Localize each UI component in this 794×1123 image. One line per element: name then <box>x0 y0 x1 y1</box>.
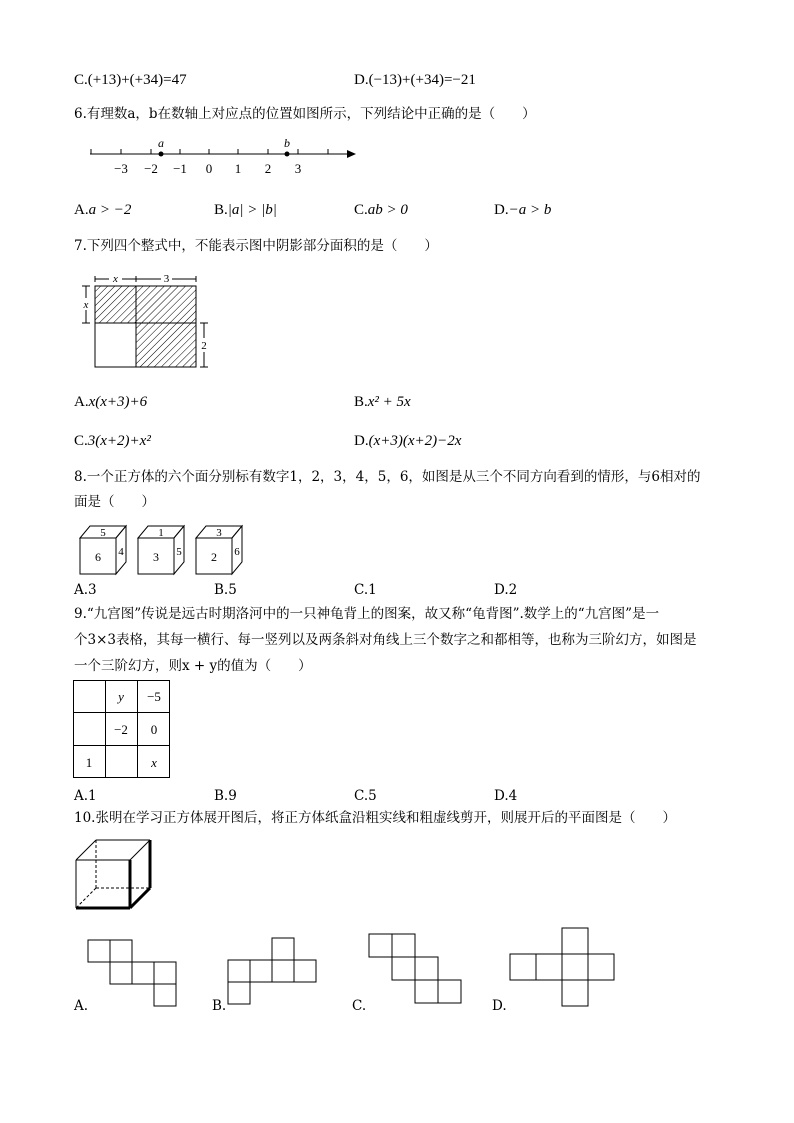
q5-option-c-label: C. <box>74 72 88 88</box>
cube1-side: 4 <box>118 546 124 558</box>
q10-net-b <box>226 936 322 1008</box>
q9-stem-line2: 个3×3表格，其每一横行、每一竖列以及两条斜对角线上三个数字之和都相等，也称为三阶幻方，如图是 <box>74 632 697 648</box>
option-label: A. <box>74 394 89 410</box>
q9-magic-square <box>73 680 173 780</box>
q7-option-d <box>354 431 461 451</box>
option-label: D. <box>354 433 369 449</box>
cube2-front: 3 <box>153 550 159 564</box>
point-a-label: a <box>158 136 164 150</box>
tick-label: −3 <box>114 161 128 176</box>
q10-option-d: D. <box>492 998 507 1014</box>
point-b <box>285 152 290 157</box>
option-label: C. <box>354 202 368 218</box>
option-label: B. <box>214 202 228 218</box>
cube-view-1 <box>80 526 126 574</box>
grid-cell: y <box>118 689 124 704</box>
q6-stem: 6.有理数a，b在数轴上对应点的位置如图所示，下列结论中正确的是（ ） <box>74 106 536 122</box>
cube3-front: 2 <box>211 550 217 564</box>
grid-cell: −5 <box>147 689 161 704</box>
q8-stem-line1: 8.一个正方体的六个面分别标有数字1，2，3，4，5，6，如图是从三个不同方向看到的情形，与6相对的 <box>74 469 701 485</box>
q5-option-c-expr: (+13)+(+34)=47 <box>87 72 187 88</box>
option-expr: (x+3)(x+2)−2x <box>368 433 462 449</box>
option-expr: ab > 0 <box>367 202 408 218</box>
q10-stem: 10.张明在学习正方体展开图后，将正方体纸盒沿粗实线和粗虚线剪开，则展开后的平面图是（ ） <box>74 810 676 826</box>
q10-cube-figure <box>72 836 158 914</box>
q5-option-d-label: D. <box>354 72 369 88</box>
option-expr: x² + 5x <box>367 394 411 410</box>
option-label: D. <box>494 202 509 218</box>
q9-stem-line3: 一个三阶幻方，则x + y的值为（ ） <box>74 658 312 674</box>
q8-option-b: B.5 <box>214 582 237 598</box>
q9-stem-line1: 9.“九宫图”传说是远古时期洛河中的一只神龟背上的图案，故又称“龟背图”.数学上的“九宫图”是一 <box>74 606 660 622</box>
grid-cell: 0 <box>150 722 158 737</box>
q6-option-d <box>494 200 551 220</box>
dim-top-x: x <box>113 273 118 285</box>
q10-option-c: C. <box>352 998 367 1014</box>
q7-option-c <box>74 431 151 451</box>
option-expr: |a| > |b| <box>227 202 277 218</box>
q6-option-b <box>214 200 277 220</box>
shaded-bottom-right <box>136 323 196 367</box>
option-expr: a > −2 <box>88 202 132 218</box>
option-label: B. <box>354 394 368 410</box>
q7-option-b <box>354 392 411 412</box>
q5-option-c <box>74 70 187 90</box>
cube3-top: 3 <box>216 527 222 539</box>
grid-cell: −2 <box>114 722 128 737</box>
grid-cell: 1 <box>85 755 93 770</box>
option-label: C. <box>74 433 88 449</box>
cube2-side: 5 <box>176 546 182 558</box>
cube-view-3 <box>196 526 242 574</box>
q9-option-c: C.5 <box>354 788 377 804</box>
option-label: A. <box>74 202 89 218</box>
q6-option-a <box>74 200 131 220</box>
cube1-top: 5 <box>100 527 106 539</box>
dim-left-x: x <box>83 299 89 311</box>
q8-option-c: C.1 <box>354 582 377 598</box>
option-expr: 3(x+2)+x² <box>87 433 151 449</box>
q8-option-a: A.3 <box>74 582 97 598</box>
q9-option-a: A.1 <box>74 788 97 804</box>
q8-cube-views <box>76 522 256 578</box>
shaded-top <box>95 286 196 323</box>
q9-option-d: D.4 <box>494 788 518 804</box>
dim-top-3: 3 <box>163 273 170 285</box>
cube3-side: 6 <box>234 546 240 558</box>
tick-label: 0 <box>205 161 213 176</box>
tick-label: −2 <box>144 161 158 176</box>
q10-option-b: B. <box>212 998 227 1014</box>
option-expr: −a > b <box>508 202 552 218</box>
grid-cell: x <box>151 755 157 770</box>
point-a <box>159 152 164 157</box>
q10-net-a <box>86 938 182 1010</box>
q9-option-b: B.9 <box>214 788 237 804</box>
q7-stem: 7.下列四个整式中，不能表示图中阴影部分面积的是（ ） <box>74 238 438 254</box>
cube-view-2 <box>138 526 184 574</box>
q5-option-d <box>354 70 476 90</box>
q8-stem-line2: 面是（ ） <box>74 494 155 510</box>
dim-right-2: 2 <box>201 340 207 352</box>
q6-option-c <box>354 200 408 220</box>
q10-option-a: A. <box>74 998 89 1014</box>
q10-net-c <box>367 932 467 1010</box>
tick-label: 2 <box>264 161 272 176</box>
q10-net-d <box>507 926 619 1012</box>
q8-option-d: D.2 <box>494 582 518 598</box>
point-b-label: b <box>284 136 290 150</box>
cube1-front: 6 <box>95 550 101 564</box>
tick-label: 1 <box>234 161 242 176</box>
tick-label: −1 <box>173 161 187 176</box>
q6-number-line <box>88 134 368 180</box>
q7-option-a <box>74 392 147 412</box>
tick-label: 3 <box>294 161 302 176</box>
cube2-top: 1 <box>158 527 164 539</box>
q7-area-figure <box>76 268 216 372</box>
q5-option-d-expr: (−13)+(+34)=−21 <box>368 72 476 88</box>
option-expr: x(x+3)+6 <box>88 394 148 410</box>
